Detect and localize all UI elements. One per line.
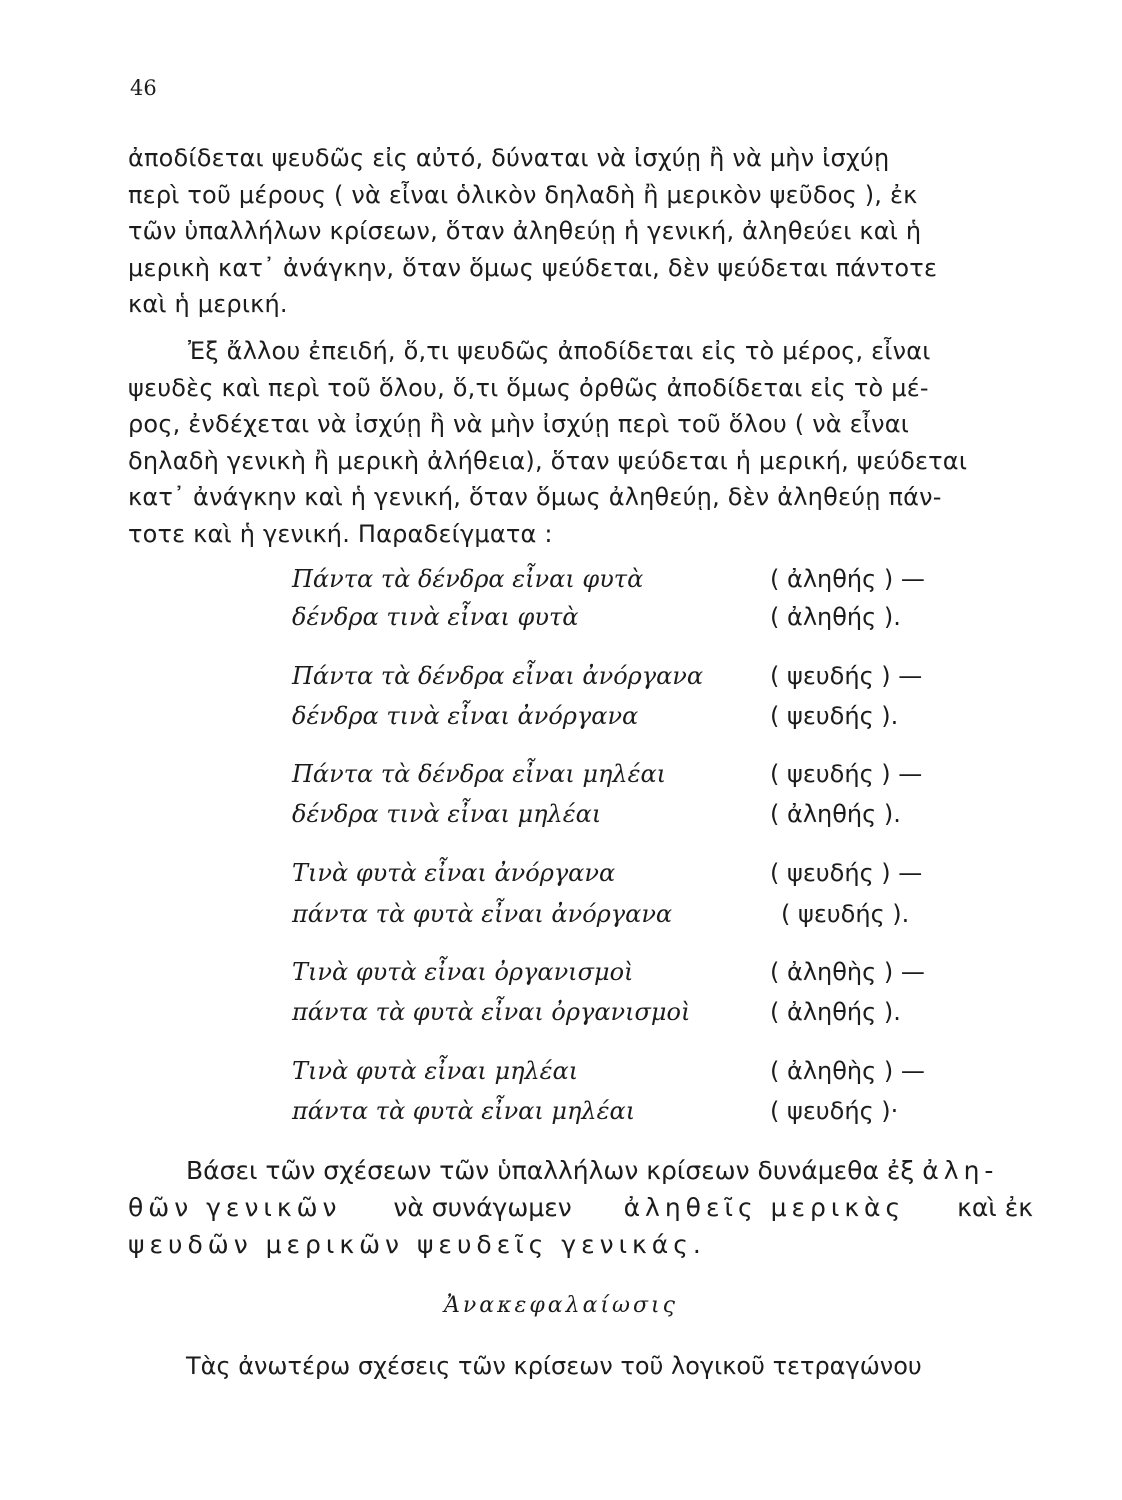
- spaced-text: θῶν γενικῶν: [128, 1193, 342, 1222]
- example-sentence: Πάντα τὰ δένδρα εἶναι μηλέαι: [292, 760, 667, 788]
- text-line: ρος, ἐνδέχεται νὰ ἰσχύῃ ἢ νὰ μὴν ἰσχύῃ περὶ τοῦ ὅλου ( νὰ εἶναι: [128, 410, 910, 438]
- spaced-text: ἀληθεῖς μερικὰς: [623, 1193, 906, 1222]
- example-value: ( ψευδής ) —: [770, 662, 923, 690]
- text-line: κατ᾽ ἀνάγκην καὶ ἡ γενική, ὅταν ὅμως ἀληθεύῃ, δὲν ἀληθεύῃ πάν-: [128, 483, 942, 511]
- example-value: ( ἀληθής ) —: [770, 565, 925, 593]
- example-value: ( ἀληθής ).: [770, 998, 901, 1026]
- paragraph-2: [128, 333, 1033, 552]
- example-value: ( ψευδής ).: [770, 702, 899, 730]
- example-value: ( ἀληθής ).: [770, 800, 901, 828]
- text-line: δηλαδὴ γενικὴ ἢ μερικὴ ἀλήθεια), ὅταν ψεύδεται ἡ μερική, ψεύδεται: [128, 446, 968, 475]
- example-sentence: Τινὰ φυτὰ εἶναι μηλέαι: [292, 1057, 579, 1085]
- text-line: Τὰς ἀνωτέρω σχέσεις τῶν κρίσεων τοῦ λογικοῦ τετραγώνου: [186, 1352, 922, 1380]
- example-sentence: πάντα τὰ φυτὰ εἶναι μηλέαι: [292, 1097, 636, 1125]
- conclusion-paragraph: [128, 1152, 1033, 1263]
- example-value: ( ψευδής ) —: [770, 859, 923, 887]
- text-line: ἀποδίδεται ψευδῶς εἰς αὐτό, δύναται νὰ ἰσχύῃ ἢ νὰ μὴν ἰσχύῃ: [128, 144, 890, 172]
- example-sentence: πάντα τὰ φυτὰ εἶναι ὀργανισμοὶ: [292, 998, 691, 1026]
- example-value: ( ψευδής )·: [770, 1097, 899, 1125]
- text-fragment: καὶ ἐκ: [957, 1193, 1033, 1222]
- example-sentence: Τινὰ φυτὰ εἶναι ἀνόργανα: [292, 859, 616, 887]
- example-sentence: δένδρα τινὰ εἶναι φυτὰ: [292, 603, 579, 631]
- text-line: [128, 1189, 1033, 1226]
- text-line: περὶ τοῦ μέρους ( νὰ εἶναι ὁλικὸν δηλαδὴ ἢ μερικὸν ψεῦδος ), ἐκ: [128, 180, 918, 209]
- text-line: Ἐξ ἄλλου ἐπειδή, ὅ,τι ψευδῶς ἀποδίδεται εἰς τὸ μέρος, εἶναι: [188, 337, 931, 365]
- text-fragment: Βάσει τῶν σχέσεων τῶν ὑπαλλήλων κρίσεων δυνάμεθα ἐξ: [186, 1156, 915, 1185]
- example-value: ( ἀληθὴς ) —: [770, 958, 925, 986]
- page-number: 46: [130, 76, 157, 100]
- spaced-text: ψευδῶν μερικῶν ψευδεῖς γενικάς.: [128, 1230, 706, 1259]
- example-sentence: δένδρα τινὰ εἶναι ἀνόργανα: [292, 702, 639, 730]
- example-value: ( ἀληθὴς ) —: [770, 1057, 925, 1085]
- paragraph-1: [128, 140, 1033, 323]
- example-sentence: Πάντα τὰ δένδρα εἶναι φυτὰ: [292, 565, 644, 593]
- example-sentence: Τινὰ φυτὰ εἶναι ὀργανισμοὶ: [292, 958, 634, 986]
- spaced-text: ἀλη-: [922, 1156, 999, 1185]
- text-line: μερικὴ κατ᾽ ἀνάγκην, ὅταν ὅμως ψεύδεται, δὲν ψεύδεται πάντοτε: [128, 253, 938, 282]
- text-fragment: νὰ συνάγωμεν: [393, 1193, 572, 1222]
- example-sentence: πάντα τὰ φυτὰ εἶναι ἀνόργανα: [292, 900, 673, 928]
- text-line: τοτε καὶ ἡ γενική. Παραδείγματα :: [128, 519, 553, 548]
- example-value: ( ψευδής ).: [781, 900, 910, 928]
- example-value: ( ψευδής ) —: [770, 760, 923, 788]
- text-line: τῶν ὑπαλλήλων κρίσεων, ὅταν ἀληθεύῃ ἡ γενική, ἀληθεύει καὶ ἡ: [128, 217, 922, 245]
- section-heading: Ἀνακεφαλαίωσις: [444, 1293, 678, 1318]
- example-value: ( ἀληθής ).: [770, 603, 901, 631]
- example-sentence: Πάντα τὰ δένδρα εἶναι ἀνόργανα: [292, 662, 704, 690]
- text-line: καὶ ἡ μερική.: [128, 290, 288, 318]
- text-line: [128, 1152, 1033, 1189]
- example-sentence: δένδρα τινὰ εἶναι μηλέαι: [292, 800, 602, 828]
- text-line: ψευδὲς καὶ περὶ τοῦ ὅλου, ὅ,τι ὅμως ὀρθῶς ἀποδίδεται εἰς τὸ μέ-: [128, 373, 929, 402]
